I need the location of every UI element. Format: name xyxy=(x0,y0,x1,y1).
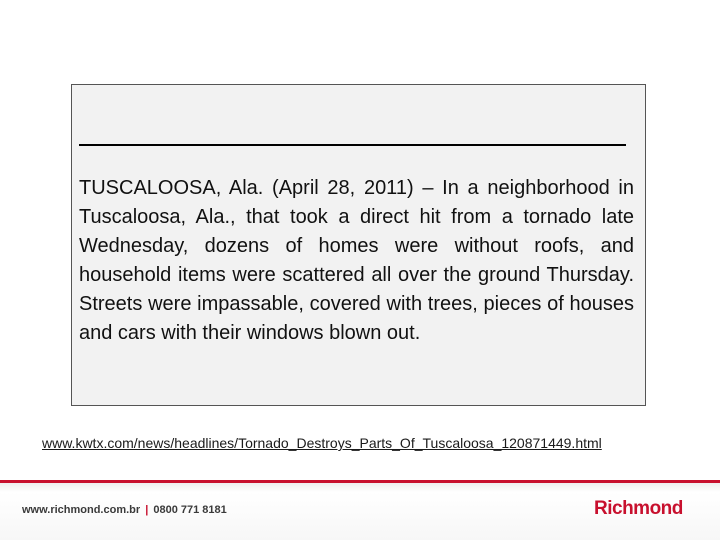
footer-phone: 0800 771 8181 xyxy=(153,504,227,516)
news-paragraph: TUSCALOOSA, Ala. (April 28, 2011) – In a neighborhood in Tuscaloosa, Ala., that took a direct hit from a tornado late Wednesday, dozens of homes were without roofs, and household items were scattered all over the ground Thursday. Streets were impassable, covered with trees, pieces of houses and cars with their windows blown out. xyxy=(79,177,634,344)
footer-divider xyxy=(0,480,720,483)
horizontal-rule xyxy=(79,144,626,146)
quote-text-box xyxy=(71,84,646,406)
footer-website: www.richmond.com.br xyxy=(22,504,141,516)
footer-contact xyxy=(22,504,227,516)
source-link[interactable]: www.kwtx.com/news/headlines/Tornado_Destroys_Parts_Of_Tuscaloosa_120871449.html xyxy=(42,435,602,451)
footer-separator: | xyxy=(145,504,149,516)
richmond-logo: Richmond xyxy=(594,498,683,519)
